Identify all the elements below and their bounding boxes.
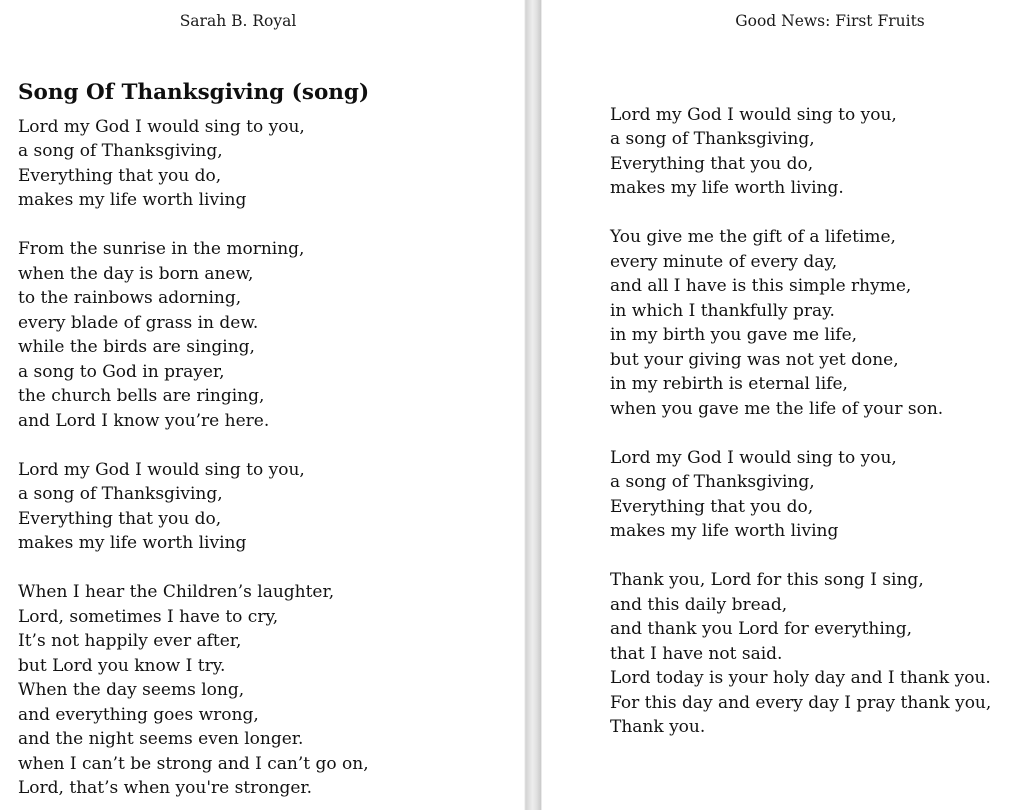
- poem-line: and all I have is this simple rhyme,: [610, 276, 912, 296]
- poem-line: to the rainbows adorning,: [18, 288, 242, 308]
- poem-line: and Lord I know you’re here.: [18, 410, 270, 431]
- poem-line: a song of Thanksgiving,: [18, 141, 223, 161]
- poem-stanza: [610, 446, 1015, 544]
- poem-line: Lord my God I would sing to you,: [610, 104, 897, 125]
- poem-stanza: [18, 580, 508, 801]
- poem-line: and the night seems even longer.: [18, 729, 304, 749]
- poem-line: Everything that you do,: [18, 508, 222, 529]
- poem-line: every blade of grass in dew.: [18, 312, 259, 333]
- poem-line: For this day and every day I pray thank you,: [610, 692, 992, 713]
- poem-line: makes my life worth living.: [610, 178, 844, 198]
- poem-line: that I have not said.: [610, 643, 783, 664]
- poem-line: Thank you.: [610, 717, 706, 737]
- poem-line: when the day is born anew,: [18, 263, 254, 284]
- poem-line: in which I thankfully pray.: [610, 300, 835, 321]
- poem-line: a song of Thanksgiving,: [18, 484, 223, 504]
- poem-line: while the birds are singing,: [18, 337, 255, 357]
- poem-stanza: [18, 115, 508, 213]
- page-gutter-divider: [524, 0, 542, 810]
- poem-line: when you gave me the life of your son.: [610, 398, 944, 419]
- poem-line: in my rebirth is eternal life,: [610, 374, 848, 394]
- poem-line: Lord today is your holy day and I thank you.: [610, 668, 991, 688]
- poem-line: Everything that you do,: [610, 496, 814, 517]
- poem-line: every minute of every day,: [610, 251, 838, 272]
- poem-stanza: [610, 568, 1015, 740]
- poem-line: Lord my God I would sing to you,: [610, 447, 897, 468]
- poem-line: a song of Thanksgiving,: [610, 129, 815, 149]
- poem-line: From the sunrise in the morning,: [18, 239, 305, 259]
- poem-line: a song of Thanksgiving,: [610, 472, 815, 492]
- poem-line: Everything that you do,: [18, 165, 222, 186]
- poem-line: a song to God in prayer,: [18, 361, 225, 382]
- poem-line: makes my life worth living: [610, 521, 839, 541]
- poem-body-right: [610, 103, 1015, 765]
- poem-line: the church bells are ringing,: [18, 386, 265, 406]
- chapter-title: Song Of Thanksgiving (song): [18, 80, 370, 105]
- poem-line: When the day seems long,: [18, 680, 245, 700]
- poem-line: It’s not happily ever after,: [18, 631, 242, 651]
- poem-line: and this daily bread,: [610, 594, 788, 615]
- poem-line: and everything goes wrong,: [18, 704, 259, 725]
- poem-line: Lord, sometimes I have to cry,: [18, 606, 279, 627]
- poem-stanza: [18, 237, 508, 433]
- poem-line: in my birth you gave me life,: [610, 325, 858, 345]
- poem-line: makes my life worth living: [18, 533, 247, 553]
- poem-line: When I hear the Children’s laughter,: [18, 582, 335, 602]
- poem-stanza: [18, 458, 508, 556]
- poem-line: when I can’t be strong and I can’t go on,: [18, 753, 369, 774]
- poem-line: Everything that you do,: [610, 153, 814, 174]
- poem-stanza: [610, 225, 1015, 421]
- poem-line: Lord, that’s when you're stronger.: [18, 778, 313, 798]
- page-right: [542, 0, 1015, 810]
- running-header-author: Sarah B. Royal: [179, 12, 297, 30]
- poem-line: but your giving was not yet done,: [610, 349, 899, 370]
- poem-line: makes my life worth living: [18, 190, 247, 210]
- poem-body-left: [18, 115, 508, 810]
- poem-line: Lord my God I would sing to you,: [18, 116, 305, 137]
- poem-line: You give me the gift of a lifetime,: [610, 227, 896, 247]
- poem-line: Lord my God I would sing to you,: [18, 459, 305, 480]
- poem-line: Thank you, Lord for this song I sing,: [610, 570, 924, 590]
- poem-stanza: [610, 103, 1015, 201]
- running-header-book-title: Good News: First Fruits: [735, 12, 925, 30]
- poem-line: and thank you Lord for everything,: [610, 619, 913, 639]
- poem-line: but Lord you know I try.: [18, 655, 226, 676]
